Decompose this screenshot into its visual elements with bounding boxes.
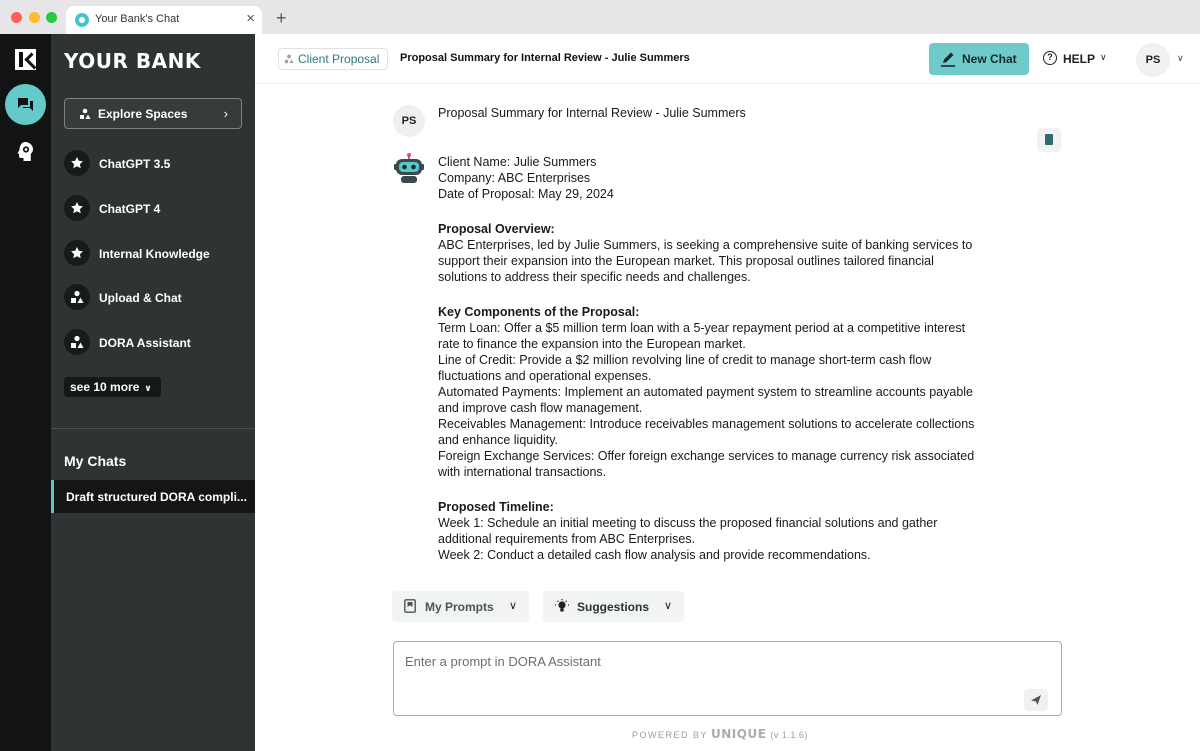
message-line: Client Name: Julie Summers xyxy=(438,155,597,169)
section-heading: Proposed Timeline: xyxy=(438,500,554,514)
bookmark-icon[interactable] xyxy=(1037,128,1061,152)
sidebar-divider xyxy=(51,428,255,429)
space-tag-label: Client Proposal xyxy=(298,52,380,66)
chat-bubble-icon xyxy=(75,13,89,27)
paragraph-gap xyxy=(438,202,1063,221)
message-line: additional requirements from ABC Enterprises. xyxy=(438,532,696,546)
sidebar-item-label: ChatGPT 4 xyxy=(99,202,161,216)
browser-chrome xyxy=(0,0,1200,34)
new-chat-label: New Chat xyxy=(962,52,1017,66)
shapes-icon xyxy=(284,54,294,64)
chat-list-item-label: Draft structured DORA compli... xyxy=(66,490,247,504)
sidebar-item-label: DORA Assistant xyxy=(99,336,191,350)
tab-title: Your Bank's Chat xyxy=(95,13,180,25)
paragraph-gap xyxy=(438,480,1063,499)
message-line: rate to finance the expansion into the European market. xyxy=(438,337,746,351)
message-line: and enhance liquidity. xyxy=(438,433,558,447)
see-more-button[interactable] xyxy=(64,377,161,397)
chevron-down-icon: ∨ xyxy=(508,600,517,612)
powered-by-label: POWERED BY xyxy=(632,730,709,740)
send-icon xyxy=(1030,694,1042,706)
shapes-icon xyxy=(64,329,90,355)
window-maximize-dot[interactable] xyxy=(46,12,57,23)
message-line: Foreign Exchange Services: Offer foreign exchange services to manage currency risk associated xyxy=(438,449,975,463)
paragraph-gap xyxy=(438,285,1063,304)
sidebar-item-label: ChatGPT 3.5 xyxy=(99,157,171,171)
my-chats-heading: My Chats xyxy=(64,453,127,469)
chat-nav-button[interactable] xyxy=(5,84,46,125)
send-button[interactable] xyxy=(1024,689,1048,711)
prompt-box xyxy=(393,641,1062,716)
question-icon: ? xyxy=(1043,51,1057,65)
user-avatar[interactable]: PS xyxy=(1136,43,1170,77)
sidebar-item-upload-chat[interactable] xyxy=(64,284,244,312)
sidebar xyxy=(51,34,255,751)
chat-icon xyxy=(16,95,35,114)
browser-tab[interactable] xyxy=(66,6,262,34)
message-line: solutions to address their specific needs and challenges. xyxy=(438,270,751,284)
sidebar-item-chatgpt-4[interactable] xyxy=(64,195,244,223)
my-prompts-label: My Prompts xyxy=(425,600,494,614)
prompt-input[interactable] xyxy=(405,654,995,669)
page-title: Proposal Summary for Internal Review - Julie Summers xyxy=(400,52,690,64)
star-icon xyxy=(64,150,90,176)
message-line: support their expansion into the European market. This proposal outlines tailored financial xyxy=(438,254,934,268)
sidebar-item-dora-assistant[interactable] xyxy=(64,329,244,357)
icon-rail xyxy=(0,34,51,751)
logo-icon[interactable] xyxy=(15,49,36,70)
sidebar-item-label: Internal Knowledge xyxy=(99,247,210,261)
suggestions-button[interactable] xyxy=(543,591,684,622)
explore-spaces-label: Explore Spaces xyxy=(98,107,188,121)
section-heading: Proposal Overview: xyxy=(438,222,555,236)
chevron-down-icon: ∨ xyxy=(1100,52,1107,62)
user-avatar: PS xyxy=(393,105,425,137)
help-label: HELP xyxy=(1063,52,1096,66)
explore-spaces-button[interactable] xyxy=(64,98,242,129)
edit-icon xyxy=(940,51,956,67)
powered-by-footer xyxy=(632,727,808,741)
chevron-down-icon[interactable]: ∨ xyxy=(1177,53,1184,63)
message-line: with international transactions. xyxy=(438,465,607,479)
message-line: Date of Proposal: May 29, 2024 xyxy=(438,187,614,201)
message-line: fluctuations and operational expenses. xyxy=(438,369,652,383)
sidebar-item-chatgpt-3-5[interactable] xyxy=(64,150,244,178)
chevron-right-icon: › xyxy=(223,106,228,121)
chat-list-item[interactable] xyxy=(51,480,255,513)
message-line: Automated Payments: Implement an automated payment system to streamline accounts payable xyxy=(438,385,973,399)
message-line: ABC Enterprises, led by Julie Summers, is seeking a comprehensive suite of banking services to xyxy=(438,238,973,252)
window-minimize-dot[interactable] xyxy=(29,12,40,23)
lightbulb-icon xyxy=(555,599,569,614)
sidebar-item-internal-knowledge[interactable] xyxy=(64,240,244,268)
chat-header xyxy=(255,34,1200,84)
robot-icon xyxy=(393,152,425,186)
brand-logo: YOUR BANK xyxy=(64,49,201,73)
chevron-down-icon: ∨ xyxy=(663,600,672,612)
star-icon xyxy=(64,195,90,221)
window-close-dot[interactable] xyxy=(11,12,22,23)
user-message: Proposal Summary for Internal Review - Julie Summers xyxy=(438,106,746,120)
sidebar-item-label: Upload & Chat xyxy=(99,291,182,305)
star-icon xyxy=(64,240,90,266)
version-label: (v 1.1.6) xyxy=(770,730,808,740)
chevron-down-icon: ∨ xyxy=(144,383,152,393)
suggestions-label: Suggestions xyxy=(577,600,650,614)
my-prompts-button[interactable] xyxy=(392,591,529,622)
shapes-icon xyxy=(64,284,90,310)
message-line: Week 2: Conduct a detailed cash flow analysis and provide recommendations. xyxy=(438,548,871,562)
message-line: Week 1: Schedule an initial meeting to discuss the proposed financial solutions and gather xyxy=(438,516,938,530)
close-icon[interactable]: × xyxy=(246,10,255,27)
brain-gear-icon[interactable] xyxy=(15,141,36,162)
assistant-message xyxy=(438,154,1063,563)
unique-logo: UNIQUE xyxy=(711,727,767,741)
message-line: Line of Credit: Provide a $2 million revolving line of credit to manage short-term cash flow xyxy=(438,353,932,367)
see-more-label: see 10 more xyxy=(70,380,140,394)
message-line: and improve cash flow management. xyxy=(438,401,643,415)
bookmark-icon xyxy=(404,599,416,613)
space-tag[interactable] xyxy=(278,48,388,70)
new-tab-button[interactable]: + xyxy=(276,8,287,28)
message-line: Company: ABC Enterprises xyxy=(438,171,591,185)
new-chat-button[interactable] xyxy=(929,43,1029,75)
message-line: Receivables Management: Introduce receivables management solutions to accelerate collections xyxy=(438,417,975,431)
message-line: Term Loan: Offer a $5 million term loan with a 5-year repayment period at a competitive interest xyxy=(438,321,966,335)
section-heading: Key Components of the Proposal: xyxy=(438,305,640,319)
shapes-icon xyxy=(79,108,91,120)
